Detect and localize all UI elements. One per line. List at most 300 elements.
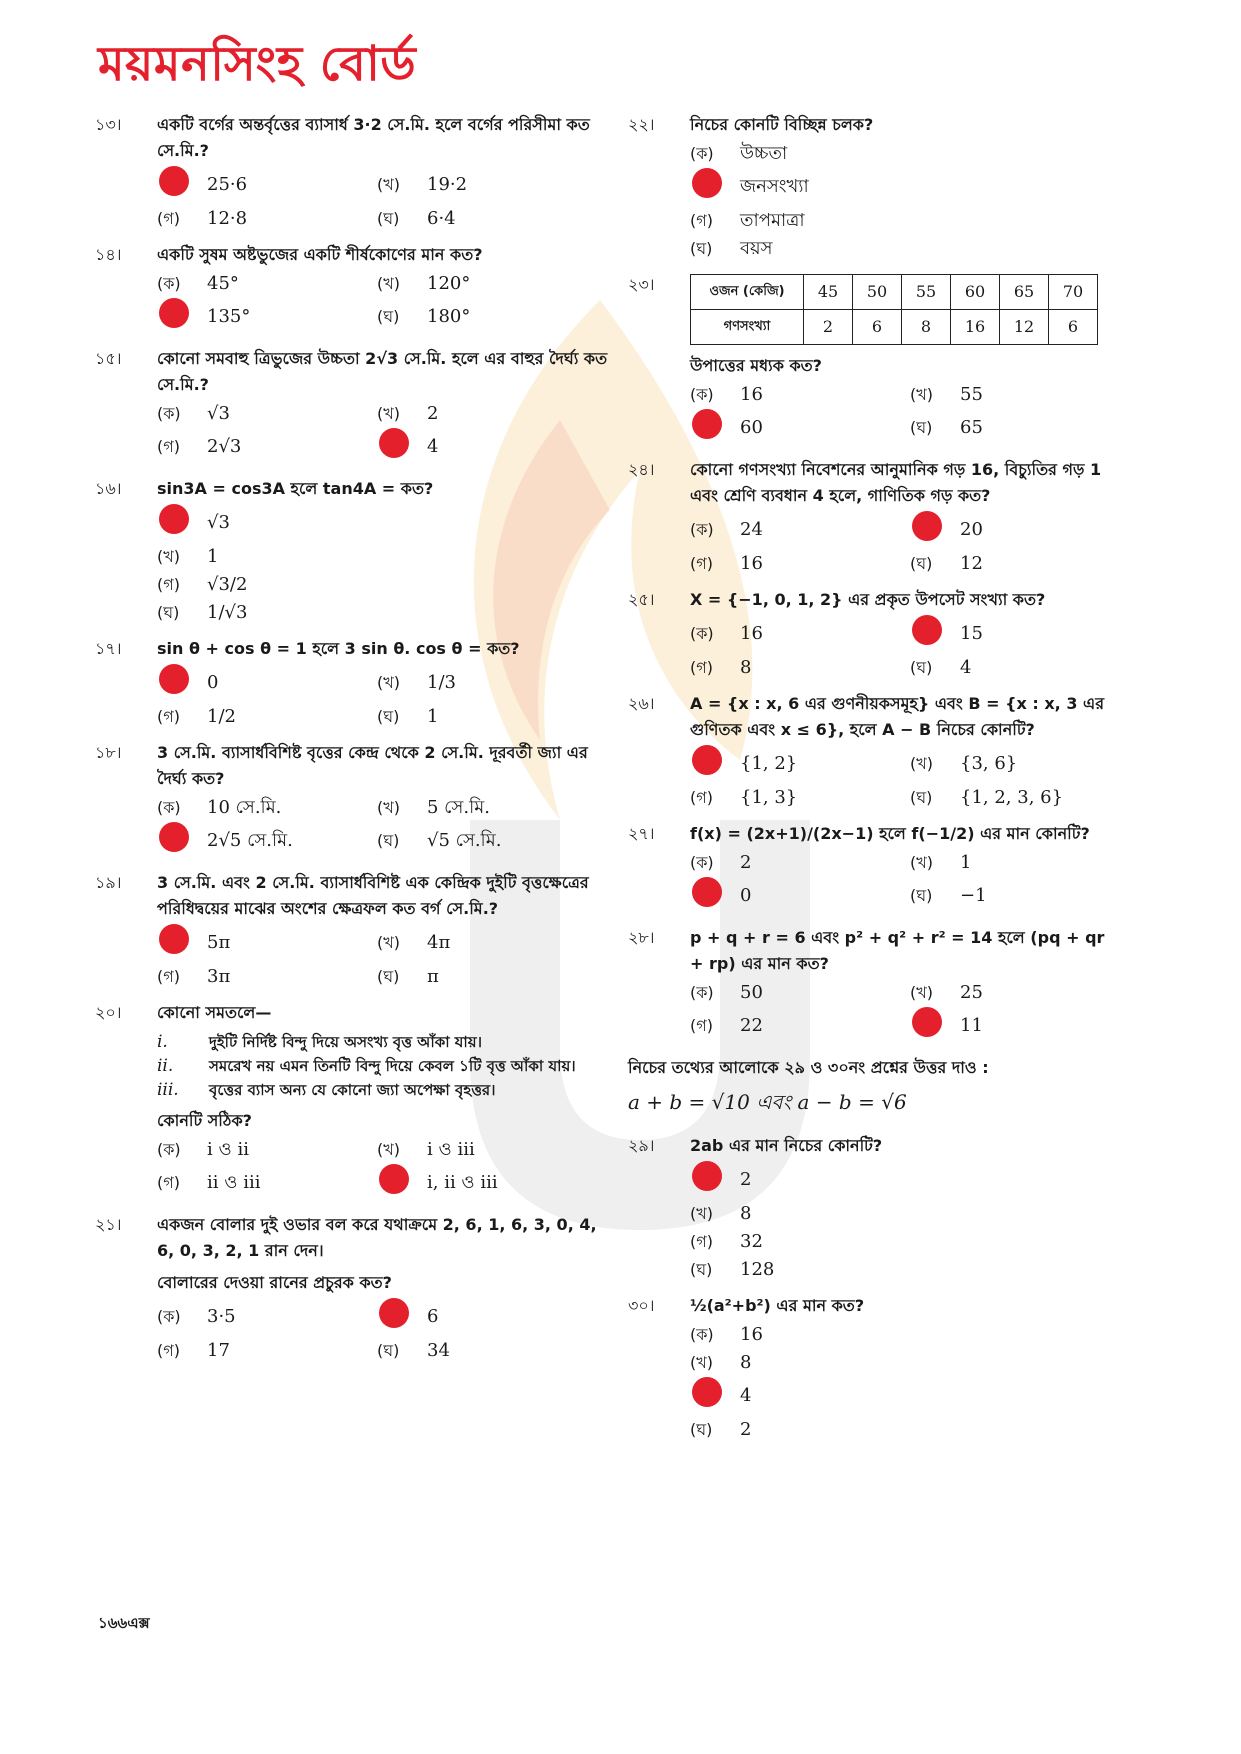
- question-text: কোনো সমবাহু ত্রিভুজের উচ্চতা 2√3 সে.মি. হলে এর বাহুর দৈর্ঘ্য কত সে.মি.?: [157, 349, 608, 394]
- question-number: ১৪।: [95, 245, 122, 264]
- option-value: 6·4: [427, 207, 456, 229]
- question-15: [95, 346, 615, 466]
- option-gha[interactable]: [690, 235, 1108, 262]
- question-text: নিচের কোনটি বিচ্ছিন্ন চলক?: [690, 115, 874, 134]
- option-label: (ক): [690, 624, 714, 643]
- option-ga[interactable]: [157, 1164, 377, 1202]
- option-label: (ঘ): [910, 418, 933, 437]
- option-kha[interactable]: [690, 1349, 1108, 1376]
- option-value: π: [427, 965, 439, 987]
- option-value: ii ও iii: [207, 1172, 261, 1193]
- answer-marker-dot: [692, 1377, 722, 1407]
- question-29: [628, 1133, 1108, 1283]
- option-ka[interactable]: [690, 849, 910, 876]
- question-20: [95, 1000, 615, 1202]
- option-label: (গ): [157, 437, 180, 456]
- question-number: ৩০।: [628, 1296, 655, 1315]
- option-ga[interactable]: [690, 784, 910, 811]
- option-value: {3, 6}: [960, 753, 1018, 774]
- question-text: একটি বর্গের অন্তর্বৃত্তের ব্যাসার্ধ 3·2 সে.মি. হলে বর্গের পরিসীমা কত সে.মি.?: [157, 115, 590, 160]
- option-label: (ক): [157, 797, 181, 817]
- question-22: [628, 112, 1108, 262]
- option-value: i ও iii: [427, 1138, 475, 1160]
- option-correct[interactable]: [377, 428, 615, 466]
- question-text: 2ab এর মান নিচের কোনটি?: [690, 1136, 883, 1155]
- table-cell: 55: [902, 275, 951, 310]
- question-number: ২১।: [95, 1215, 122, 1234]
- question-number: ১৫।: [95, 349, 122, 368]
- option-gha[interactable]: [377, 1337, 615, 1364]
- table-cell: 50: [853, 275, 902, 310]
- table-cell: 45: [804, 275, 853, 310]
- option-kha[interactable]: [377, 270, 615, 297]
- option-value: 4: [960, 656, 972, 678]
- question-text: উপাত্তের মধ্যক কত?: [690, 356, 822, 375]
- answer-marker-dot: [379, 1164, 409, 1194]
- option-value: 2: [740, 851, 752, 873]
- option-correct[interactable]: [690, 1161, 1108, 1199]
- option-value: 34: [427, 1339, 450, 1361]
- option-value: 6: [427, 1306, 439, 1327]
- answer-marker-dot: [379, 428, 409, 458]
- option-value: 1: [427, 705, 439, 727]
- question-text: একজন বোলার দুই ওভার বল করে যথাক্রমে 2, 6, 1, 6, 3, 0, 4, 6, 0, 3, 2, 1 রান দেন।: [157, 1215, 597, 1260]
- question-28: [628, 925, 1108, 1045]
- question-17: [95, 636, 615, 730]
- option-value: 2: [740, 1418, 752, 1440]
- option-value: 4: [427, 436, 439, 457]
- question-19: [95, 870, 615, 990]
- option-kha[interactable]: [377, 166, 615, 204]
- option-ka[interactable]: [690, 140, 1108, 167]
- option-ga[interactable]: [690, 1228, 1108, 1255]
- option-correct[interactable]: [157, 664, 377, 702]
- question-text: sin3A = cos3A হলে tan4A = কত?: [157, 479, 434, 498]
- option-value: 1: [960, 851, 972, 873]
- option-label: (গ): [690, 1016, 713, 1035]
- table-cell: 65: [1000, 275, 1049, 310]
- option-value: 0: [207, 672, 219, 693]
- option-correct[interactable]: [157, 504, 615, 542]
- option-value: 120°: [427, 272, 471, 294]
- option-value: i ও ii: [207, 1138, 249, 1160]
- question-18: [95, 740, 615, 860]
- option-correct[interactable]: [377, 1298, 615, 1336]
- option-ka[interactable]: [157, 1298, 377, 1336]
- table-cell: 12: [1000, 310, 1049, 345]
- question-text: কোনো সমতলে—: [157, 1003, 272, 1022]
- option-label: (গ): [690, 1231, 713, 1251]
- question-text: A = {x : x, 6 এর গুণনীয়কসমূহ} এবং B = {x : x, 3 এর গুণিতক এবং x ≤ 6}, হলে A − B নিচের কোনটি?: [690, 694, 1104, 739]
- option-correct[interactable]: [690, 409, 910, 447]
- option-kha[interactable]: [377, 1136, 615, 1163]
- page-title: ময়মনসিংহ বোর্ড: [98, 36, 417, 92]
- question-text: 3 সে.মি. ব্যাসার্ধবিশিষ্ট বৃত্তের কেন্দ্র থেকে 2 সে.মি. দূরবর্তী জ্যা এর দৈর্ঘ্য কত?: [157, 743, 588, 788]
- option-label: (ঘ): [377, 307, 400, 326]
- option-value: 60: [740, 417, 763, 438]
- option-value: {1, 2, 3, 6}: [960, 786, 1064, 808]
- option-value: 12·8: [207, 207, 248, 229]
- statement-item: [157, 1030, 615, 1054]
- table-cell: 8: [902, 310, 951, 345]
- option-value: 4π: [427, 932, 451, 953]
- option-value: 65: [960, 417, 983, 438]
- option-kha[interactable]: [910, 381, 1108, 408]
- answer-marker-dot: [912, 615, 942, 645]
- option-value: 25·6: [207, 174, 248, 195]
- question-25: [628, 587, 1108, 681]
- statement-text: সমরেখ নয় এমন তিনটি বিন্দু দিয়ে কেবল ১টি বৃত্ত আঁকা যায়।: [209, 1057, 576, 1075]
- option-value: 2√3: [207, 436, 242, 457]
- answer-marker-dot: [159, 504, 189, 534]
- option-label: (গ): [690, 787, 713, 807]
- option-value: 8: [740, 1351, 752, 1373]
- option-label: (ঘ): [910, 657, 933, 677]
- option-label: (ঘ): [690, 1259, 713, 1279]
- option-label: (গ): [690, 210, 713, 230]
- question-21: [95, 1212, 615, 1364]
- question-number: ২৭।: [628, 824, 655, 843]
- option-label: (খ): [377, 1139, 400, 1159]
- option-value: 20: [960, 519, 983, 540]
- option-value: 22: [740, 1015, 763, 1036]
- option-value: উচ্চতা: [740, 142, 788, 164]
- option-value: 4: [740, 1385, 752, 1406]
- option-label: (ঘ): [377, 706, 400, 726]
- sub-question: বোলারের দেওয়া রানের প্রচুরক কত?: [157, 1273, 392, 1292]
- option-label: (ঘ): [377, 831, 400, 850]
- option-kha[interactable]: [157, 543, 615, 570]
- question-number: ২৮।: [628, 928, 655, 947]
- option-label: (ক): [157, 1139, 181, 1159]
- option-label: (ক): [690, 852, 714, 872]
- option-value: 25: [960, 981, 983, 1003]
- option-ka[interactable]: [690, 511, 910, 549]
- option-label: (ঘ): [157, 602, 180, 622]
- question-number: ১৯।: [95, 873, 122, 892]
- option-label: (খ): [377, 273, 400, 293]
- option-label: (গ): [690, 553, 713, 573]
- option-label: (খ): [690, 1352, 713, 1372]
- option-value: √3: [207, 512, 230, 533]
- question-number: ২৯।: [628, 1136, 655, 1155]
- option-label: (ক): [690, 1324, 714, 1344]
- option-value: 180°: [427, 306, 471, 327]
- statement-item: [157, 1054, 615, 1078]
- question-text: X = {−1, 0, 1, 2} এর প্রকৃত উপসেট সংখ্যা কত?: [690, 590, 1046, 609]
- option-label: (ঘ): [910, 886, 933, 905]
- option-gha[interactable]: [377, 205, 615, 232]
- answer-marker-dot: [159, 166, 189, 196]
- option-value: 55: [960, 383, 983, 405]
- info-instruction: নিচের তথ্যের আলোকে ২৯ ও ৩০নং প্রশ্নের উত্তর দাও :: [628, 1058, 989, 1077]
- option-value: √3: [207, 402, 230, 424]
- option-gha[interactable]: [377, 822, 615, 860]
- right-column: [628, 112, 1108, 1453]
- table-cell: 60: [951, 275, 1000, 310]
- option-value: 1/√3: [207, 601, 248, 623]
- option-value: 19·2: [427, 174, 468, 195]
- left-column: [95, 112, 615, 1374]
- option-value: 0: [740, 885, 752, 906]
- question-number: ২২।: [628, 115, 655, 134]
- option-label: (খ): [157, 546, 180, 566]
- answer-marker-dot: [912, 1007, 942, 1037]
- option-correct[interactable]: [690, 877, 910, 915]
- option-ka[interactable]: [157, 270, 377, 297]
- option-label: (খ): [690, 1203, 713, 1223]
- option-correct[interactable]: [157, 822, 377, 860]
- option-value: 3π: [207, 965, 231, 987]
- option-kha[interactable]: [690, 1200, 1108, 1227]
- option-label: (ঘ): [910, 787, 933, 807]
- option-gha[interactable]: [690, 1416, 1108, 1443]
- answer-marker-dot: [379, 1298, 409, 1328]
- option-label: (খ): [910, 754, 933, 773]
- statement-text: বৃত্তের ব্যাস অন্য যে কোনো জ্যা অপেক্ষা বৃহত্তর।: [209, 1081, 496, 1099]
- option-value: 5 সে.মি.: [427, 796, 490, 818]
- option-gha[interactable]: [910, 654, 1108, 681]
- option-label: (খ): [377, 797, 400, 817]
- table-cell: 2: [804, 310, 853, 345]
- table-cell: 6: [853, 310, 902, 345]
- question-27: [628, 821, 1108, 915]
- option-kha[interactable]: [377, 924, 615, 962]
- option-label: (গ): [157, 1340, 180, 1360]
- option-gha[interactable]: [157, 599, 615, 626]
- option-label: (ক): [690, 143, 714, 163]
- option-gha[interactable]: [377, 298, 615, 336]
- option-ga[interactable]: [157, 1337, 377, 1364]
- option-value: 10 সে.মি.: [207, 796, 282, 818]
- table-row: [691, 310, 1098, 345]
- option-ka[interactable]: [690, 979, 910, 1006]
- option-ga[interactable]: [690, 1007, 910, 1045]
- question-16: [95, 476, 615, 626]
- frequency-table: [690, 274, 1098, 345]
- question-30: [628, 1293, 1108, 1443]
- option-value: 16: [740, 552, 763, 574]
- option-ga[interactable]: [690, 654, 910, 681]
- question-text: sin θ + cos θ = 1 হলে 3 sin θ. cos θ = কত?: [157, 639, 520, 658]
- page-footer: ১৬৬এক্স: [98, 1614, 150, 1632]
- table-cell: 70: [1049, 275, 1098, 310]
- answer-marker-dot: [159, 298, 189, 328]
- option-value: 50: [740, 981, 763, 1003]
- answer-marker-dot: [692, 1161, 722, 1191]
- option-value: {1, 2}: [740, 753, 798, 774]
- statement-text: দুইটি নির্দিষ্ট বিন্দু দিয়ে অসংখ্য বৃত্ত আঁকা যায়।: [209, 1033, 482, 1051]
- option-value: 2: [427, 402, 439, 424]
- option-value: 2: [740, 1169, 752, 1190]
- option-value: 1/3: [427, 672, 456, 693]
- question-26: [628, 691, 1108, 811]
- option-ka[interactable]: [690, 1321, 1108, 1348]
- option-value: 135°: [207, 306, 251, 327]
- option-correct[interactable]: [690, 745, 910, 783]
- option-kha[interactable]: [910, 745, 1108, 783]
- option-label: (খ): [377, 933, 400, 952]
- question-text: কোনো গণসংখ্যা নিবেশনের আনুমানিক গড় 16, বিচ্যুতির গড় 1 এবং শ্রেণি ব্যবধান 4 হলে, গাণিতিক গড় কত?: [690, 460, 1102, 505]
- answer-marker-dot: [692, 745, 722, 775]
- question-text: f(x) = (2x+1)/(2x−1) হলে f(−1/2) এর মান কোনটি?: [690, 824, 1090, 843]
- option-label: (ক): [157, 403, 181, 423]
- option-ka[interactable]: [690, 615, 910, 653]
- question-text: p + q + r = 6 এবং p² + q² + r² = 14 হলে (pq + qr + rp) এর মান কত?: [690, 928, 1105, 973]
- option-value: 8: [740, 656, 752, 678]
- option-ga[interactable]: [690, 550, 910, 577]
- option-value: 45°: [207, 272, 239, 294]
- option-ga[interactable]: [157, 703, 377, 730]
- option-label: (খ): [377, 403, 400, 423]
- option-label: (গ): [157, 706, 180, 726]
- question-number: ২৬।: [628, 694, 655, 713]
- answer-marker-dot: [692, 409, 722, 439]
- option-label: (গ): [157, 966, 180, 986]
- option-value: 128: [740, 1258, 775, 1280]
- option-correct[interactable]: [910, 511, 1108, 549]
- option-label: (ঘ): [377, 208, 400, 228]
- option-label: (ঘ): [377, 966, 400, 986]
- option-value: 15: [960, 623, 983, 644]
- option-label: (গ): [690, 657, 713, 677]
- option-value: 24: [740, 519, 763, 540]
- info-equation: a + b = √10 এবং a − b = √6: [628, 1090, 907, 1114]
- question-number: ১৭।: [95, 639, 122, 658]
- option-label: (ঘ): [910, 553, 933, 573]
- option-value: 1/2: [207, 705, 236, 727]
- option-ka[interactable]: [157, 1136, 377, 1163]
- option-value: 16: [740, 623, 763, 644]
- option-value: 11: [960, 1015, 983, 1036]
- question-number: ২০।: [95, 1003, 122, 1022]
- option-label: (ক): [690, 982, 714, 1002]
- question-23: [628, 272, 1108, 447]
- option-label: (ক): [690, 384, 714, 404]
- option-label: (গ): [157, 574, 180, 594]
- answer-marker-dot: [692, 877, 722, 907]
- table-cell: 16: [951, 310, 1000, 345]
- answer-marker-dot: [159, 664, 189, 694]
- sub-question: কোনটি সঠিক?: [157, 1111, 252, 1130]
- option-correct[interactable]: [157, 298, 377, 336]
- question-number: ২৫।: [628, 590, 655, 609]
- option-correct[interactable]: [910, 615, 1108, 653]
- option-label: (খ): [910, 982, 933, 1002]
- option-kha[interactable]: [377, 664, 615, 702]
- question-text: 3 সে.মি. এবং 2 সে.মি. ব্যাসার্ধবিশিষ্ট এক কেন্দ্রিক দুইটি বৃত্তক্ষেত্রের পরিধিদ্বয়ের মাঝের অংশের ক্ষেত্রফল কত বর্গ সে.মি.?: [157, 873, 589, 918]
- option-label: (ঘ): [377, 1340, 400, 1360]
- question-13: [95, 112, 615, 232]
- table-header: ওজন (কেজি): [691, 275, 804, 310]
- question-number: ২৩।: [628, 275, 655, 294]
- question-number: ১৮।: [95, 743, 122, 762]
- option-value: √3/2: [207, 573, 248, 595]
- option-value: −1: [960, 885, 987, 906]
- option-label: (ঘ): [690, 1419, 713, 1439]
- table-cell: 6: [1049, 310, 1098, 345]
- statement-item: [157, 1078, 615, 1102]
- option-value: 1: [207, 545, 219, 567]
- option-value: 12: [960, 552, 983, 574]
- statement-list: [157, 1030, 615, 1102]
- option-ka[interactable]: [690, 381, 910, 408]
- option-correct[interactable]: [690, 168, 1108, 206]
- option-correct[interactable]: [157, 166, 377, 204]
- option-ga[interactable]: [157, 428, 377, 466]
- option-label: (ক): [157, 1307, 181, 1326]
- option-value: 16: [740, 1323, 763, 1345]
- statement-numeral: i.: [157, 1032, 168, 1052]
- option-gha[interactable]: [910, 784, 1108, 811]
- option-kha[interactable]: [910, 979, 1108, 1006]
- option-label: (ঘ): [690, 238, 713, 258]
- table-row: [691, 275, 1098, 310]
- option-value: {1, 3}: [740, 786, 798, 808]
- option-ga[interactable]: [157, 963, 377, 990]
- table-header: গণসংখ্যা: [691, 310, 804, 345]
- option-ka[interactable]: [157, 400, 377, 427]
- question-text: একটি সুষম অষ্টভুজের একটি শীর্ষকোণের মান কত?: [157, 245, 483, 264]
- option-label: (খ): [910, 852, 933, 872]
- option-gha[interactable]: [377, 963, 615, 990]
- question-number: ২৪।: [628, 460, 655, 479]
- answer-marker-dot: [692, 168, 722, 198]
- question-number: ১৩।: [95, 115, 122, 134]
- option-kha[interactable]: [377, 400, 615, 427]
- option-value: 32: [740, 1230, 763, 1252]
- option-correct[interactable]: [157, 924, 377, 962]
- option-ga[interactable]: [690, 207, 1108, 234]
- option-gha[interactable]: [377, 703, 615, 730]
- statement-numeral: iii.: [157, 1080, 179, 1100]
- option-label: (ক): [157, 273, 181, 293]
- option-ka[interactable]: [157, 794, 377, 821]
- option-value: 2√5 সে.মি.: [207, 830, 293, 851]
- option-label: (গ): [157, 1173, 180, 1192]
- option-value: 5π: [207, 932, 231, 953]
- option-correct[interactable]: [690, 1377, 1108, 1415]
- question-14: [95, 242, 615, 336]
- option-label: (খ): [377, 175, 400, 194]
- question-number: ১৬।: [95, 479, 122, 498]
- question-24: [628, 457, 1108, 577]
- answer-marker-dot: [912, 511, 942, 541]
- option-gha[interactable]: [690, 1256, 1108, 1283]
- option-correct[interactable]: [377, 1164, 615, 1202]
- option-value: জনসংখ্যা: [740, 176, 809, 197]
- option-ga[interactable]: [157, 205, 377, 232]
- answer-marker-dot: [159, 924, 189, 954]
- answer-marker-dot: [159, 822, 189, 852]
- option-kha[interactable]: [377, 794, 615, 821]
- option-label: (খ): [377, 673, 400, 692]
- option-value: 16: [740, 383, 763, 405]
- option-label: (ক): [690, 520, 714, 539]
- option-label: (খ): [910, 384, 933, 404]
- option-label: (গ): [157, 208, 180, 228]
- option-gha[interactable]: [910, 409, 1108, 447]
- option-value: i, ii ও iii: [427, 1172, 498, 1193]
- option-kha[interactable]: [910, 849, 1108, 876]
- option-correct[interactable]: [910, 1007, 1108, 1045]
- option-gha[interactable]: [910, 550, 1108, 577]
- option-ga[interactable]: [157, 571, 615, 598]
- option-value: 8: [740, 1202, 752, 1224]
- option-gha[interactable]: [910, 877, 1108, 915]
- option-value: 17: [207, 1339, 230, 1361]
- option-value: √5 সে.মি.: [427, 830, 502, 851]
